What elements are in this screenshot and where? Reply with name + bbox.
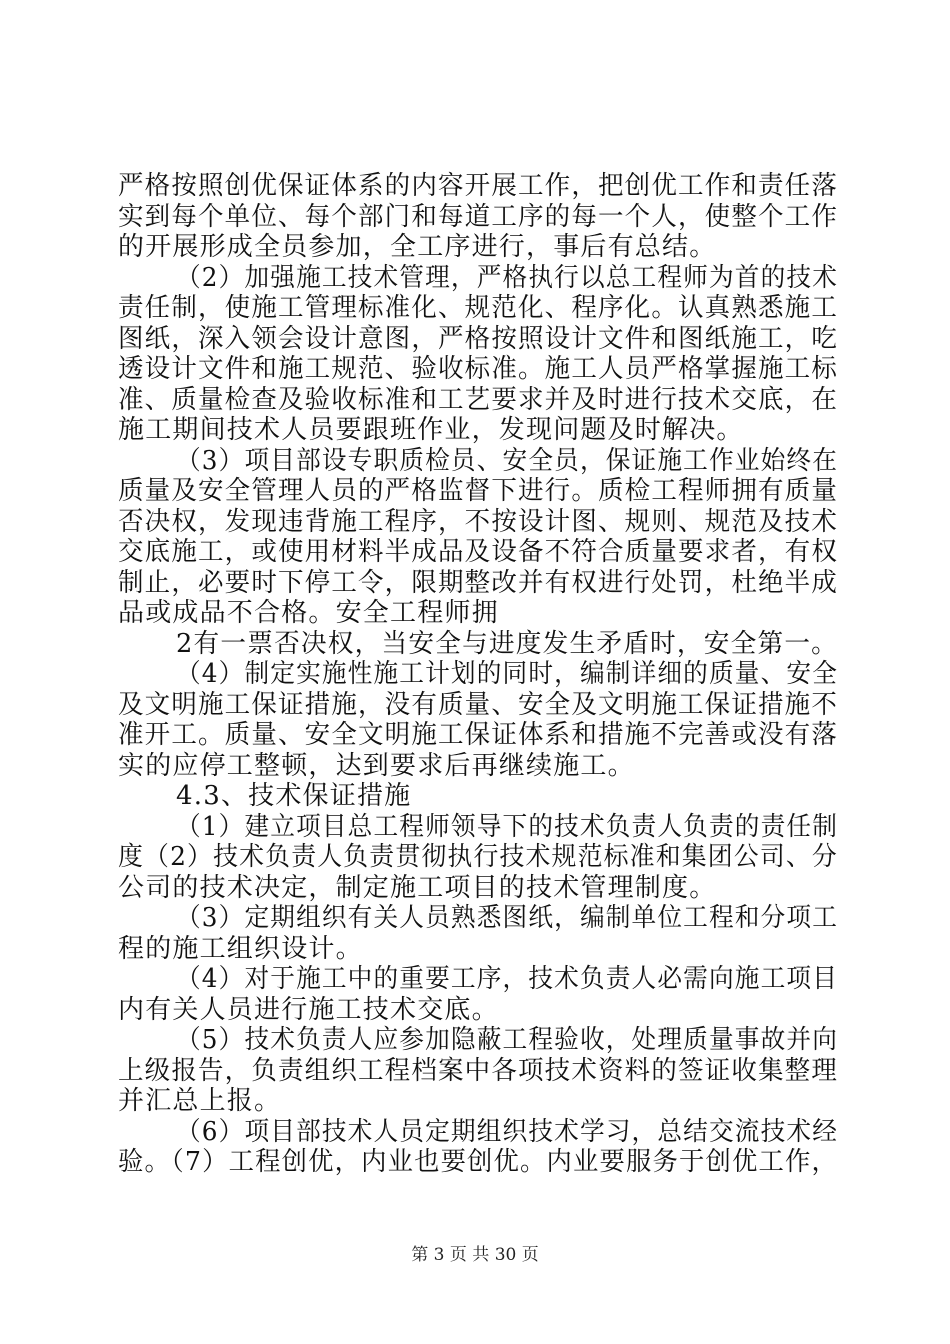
text-line: （2）加强施工技术管理，严格执行以总工程师为首的技术 <box>176 263 839 293</box>
text-line: 实的应停工整顿，达到要求后再继续施工。 <box>118 751 635 781</box>
text-line: 责任制，使施工管理标准化、规范化、程序化。认真熟悉施工 <box>118 293 839 323</box>
text-line: 质量及安全管理人员的严格监督下进行。质检工程师拥有质量 <box>118 476 839 506</box>
text-line: 准开工。质量、安全文明施工保证体系和措施不完善或没有落 <box>118 720 839 750</box>
text-line: 品或成品不合格。安全工程师拥 <box>118 598 499 628</box>
text-line: 否决权，发现违背施工程序，不按设计图、规则、规范及技术 <box>118 507 839 537</box>
text-line: 透设计文件和施工规范、验收标准。施工人员严格掌握施工标 <box>118 354 839 384</box>
text-line: 上级报告，负责组织工程档案中各项技术资料的签证收集整理 <box>118 1056 839 1086</box>
section-heading: 4.3、技术保证措施 <box>176 781 412 811</box>
text-line: 程的施工组织设计。 <box>118 934 363 964</box>
text-line: 严格按照创优保证体系的内容开展工作，把创优工作和责任落 <box>118 171 839 201</box>
text-line: 交底施工，或使用材料半成品及设备不符合质量要求者，有权 <box>118 537 839 567</box>
text-line: （4）对于施工中的重要工序，技术负责人必需向施工项目 <box>176 964 839 994</box>
text-line: （3）定期组织有关人员熟悉图纸，编制单位工程和分项工 <box>176 903 839 933</box>
text-line: 图纸，深入领会设计意图，严格按照设计文件和图纸施工，吃 <box>118 324 839 354</box>
text-line: 2有一票否决权，当安全与进度发生矛盾时，安全第一。 <box>176 629 839 659</box>
text-line: 及文明施工保证措施，没有质量、安全及文明施工保证措施不 <box>118 690 839 720</box>
text-line: 验。（7）工程创优，内业也要创优。内业要服务于创优工作， <box>118 1147 839 1177</box>
text-line: 并汇总上报。 <box>118 1086 282 1116</box>
page-number-footer: 第 3 页 共 30 页 <box>411 1245 539 1265</box>
text-line: （6）项目部技术人员定期组织技术学习，总结交流技术经 <box>176 1117 839 1147</box>
text-line: 内有关人员进行施工技术交底。 <box>118 995 499 1025</box>
text-line: 公司的技术决定，制定施工项目的技术管理制度。 <box>118 873 717 903</box>
text-line: 施工期间技术人员要跟班作业，发现问题及时解决。 <box>118 415 744 445</box>
text-line: （5）技术负责人应参加隐蔽工程验收，处理质量事故并向 <box>176 1025 839 1055</box>
text-line: （1）建立项目总工程师领导下的技术负责人负责的责任制 <box>176 812 839 842</box>
text-line: 的开展形成全员参加，全工序进行，事后有总结。 <box>118 232 717 262</box>
text-line: 实到每个单位、每个部门和每道工序的每一个人，使整个工作 <box>118 202 839 232</box>
text-line: 制止，必要时下停工令，限期整改并有权进行处罚，杜绝半成 <box>118 568 839 598</box>
text-line: 准、质量检查及验收标准和工艺要求并及时进行技术交底，在 <box>118 385 839 415</box>
text-line: 度（2）技术负责人负责贯彻执行技术规范标准和集团公司、分 <box>118 842 838 872</box>
text-line: （4）制定实施性施工计划的同时，编制详细的质量、安全 <box>176 659 839 689</box>
text-line: （3）项目部设专职质检员、安全员，保证施工作业始终在 <box>176 446 839 476</box>
